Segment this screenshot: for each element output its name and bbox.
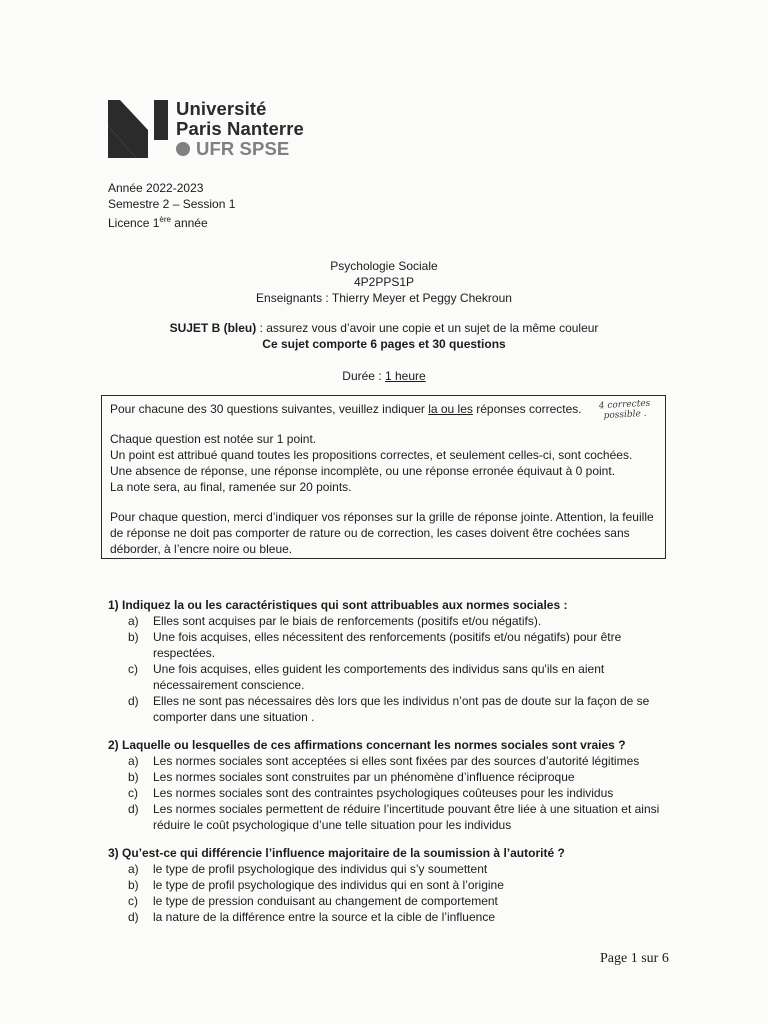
dot-icon [176,142,190,156]
course-teachers: Enseignants : Thierry Meyer et Peggy Chekroun [256,291,512,305]
option-item: b) le type de profil psychologique des individus qui en sont à l’origine [128,878,504,892]
option-item: d) Les normes sociales permettent de réduire l’incertitude pouvant être liée à une situation et ainsi réduire le coût psychologique d’une telle situation pour les individus [128,802,660,832]
instructions-rule-2: Un point est attribué quand toutes les propositions correctes, et seulement celles-ci, sont cochées. [110,448,633,462]
question-list [108,597,668,937]
option-item: d) Elles ne sont pas nécessaires dès lors que les individus n’ont pas de doute sur la façon de se comporter dans une situation . [128,694,650,724]
instructions-rule-3: Une absence de réponse, une réponse incomplète, ou une réponse erronée équivaut à 0 point. [110,464,616,478]
question-title: 3) Qu’est-ce qui différencie l’influence majoritaire de la soumission à l’autorité ? [108,846,565,860]
course-title: Psychologie Sociale [330,259,438,273]
instructions-rule-1: Chaque question est notée sur 1 point. [110,432,317,446]
question-title: 1) Indiquez la ou les caractéristiques qui sont attribuables aux normes sociales : [108,598,568,612]
page-number: Page 1 sur 6 [600,951,669,966]
option-item: b) Une fois acquises, elles nécessitent des renforcements (positifs et/ou négatifs) pour être respectées. [128,630,622,660]
question-1 [108,597,668,725]
question-3 [108,845,668,925]
sujet-line: SUJET B (bleu) : assurez vous d’avoir une copie et un sujet de la même couleur [169,321,599,335]
option-item: c) Les normes sociales sont des contraintes psychologiques coûteuses pour les individus [128,786,614,800]
handwritten-note: 4 correctes possible . [598,398,651,422]
sujet-info [0,320,768,352]
option-item: b) Les normes sociales sont construites par un phénomène d’influence réciproque [128,770,575,784]
instructions-line1: Pour chacune des 30 questions suivantes, veuillez indiquer la ou les réponses correctes. [110,402,582,416]
university-logo [108,98,328,168]
option-item: d) la nature de la différence entre la source et la cible de l’influence [128,910,495,924]
question-title: 2) Laquelle ou lesquelles de ces affirmations concernant les normes sociales sont vraies ? [108,738,626,752]
instructions-rule-4: La note sera, au final, ramenée sur 20 points. [110,480,352,494]
logo-paris-nanterre: Paris Nanterre [176,118,304,139]
duration: Durée : 1 heure [342,369,426,383]
semester: Semestre 2 – Session 1 [108,197,236,211]
nanterre-logo-mark-icon [108,100,170,158]
option-item: a) le type de profil psychologique des individus qui s’y soumettent [128,862,488,876]
option-item: c) Une fois acquises, elles guident les comportements des individus sans qu'ils en aient nécessairement conscience. [128,662,605,692]
option-item: c) le type de pression conduisant au changement de comportement [128,894,498,908]
question-2 [108,737,668,833]
option-item: a) Elles sont acquises par le biais de renforcements (positifs et/ou négatifs). [128,614,542,628]
exam-meta [108,180,235,231]
sujet-pages: Ce sujet comporte 6 pages et 30 questions [262,337,506,351]
logo-ufr: UFR SPSE [176,138,289,160]
instructions-box [101,395,666,559]
academic-year: Année 2022-2023 [108,181,204,195]
option-item: a) Les normes sociales sont acceptées si elles sont fixées par des sources d’autorité légitimes [128,754,640,768]
instructions-answer-sheet: Pour chaque question, merci d’indiquer vos réponses sur la grille de réponse jointe. Attention, la feuille de réponse ne doit pas comporter de rature ou de correction, les cases doivent être cochées sans déborder, à l’encre noire ou bleue. [110,510,654,556]
course-code: 4P2PPS1P [353,275,415,289]
course-info [0,258,768,306]
licence-level: Licence 1ère année [108,215,208,230]
logo-university: Université [176,98,267,119]
